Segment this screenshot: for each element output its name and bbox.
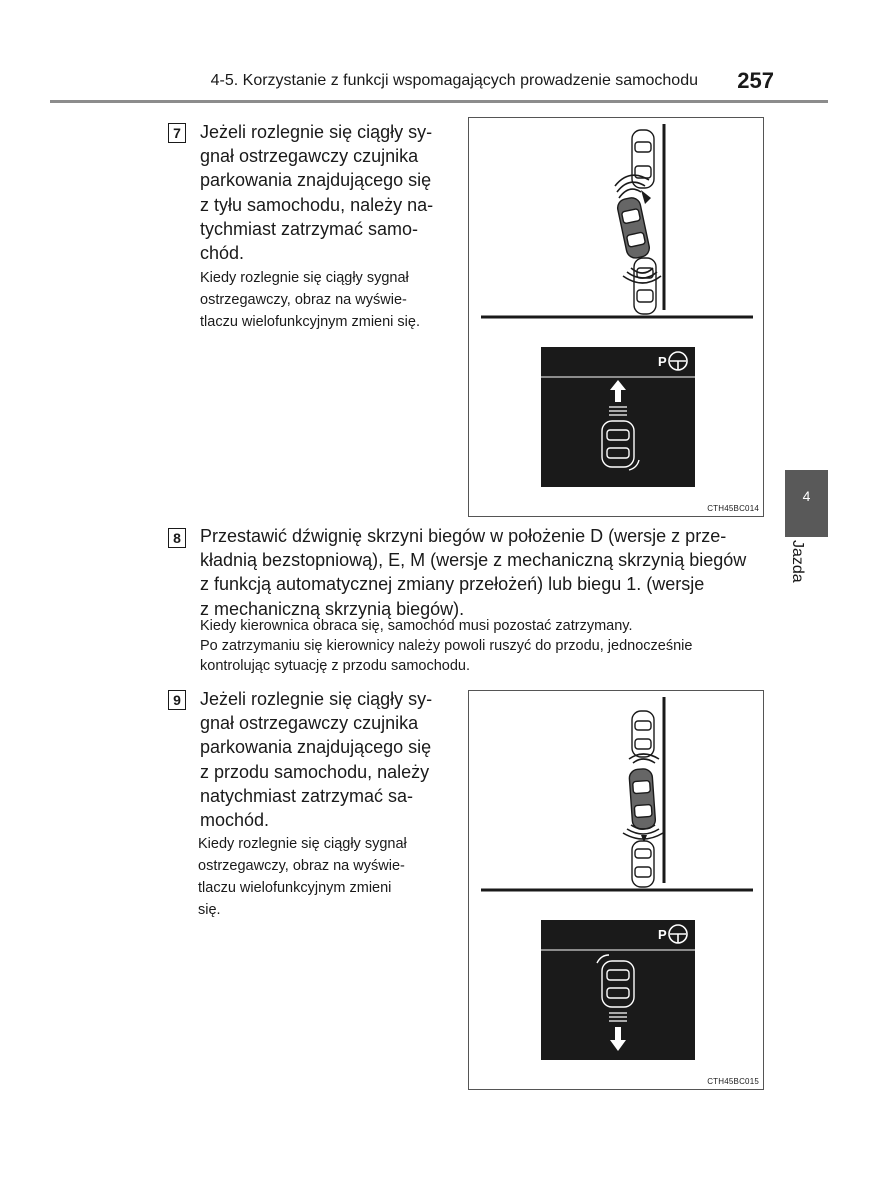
arrow-icon: [641, 190, 651, 204]
parking-illustration: [469, 118, 763, 516]
chapter-number: 4: [802, 488, 811, 504]
figure-front-warning: [468, 690, 764, 1090]
figure-rear-warning: [468, 117, 764, 517]
multi-info-display: [541, 347, 695, 487]
display-indicator: P: [658, 354, 667, 369]
step-7-number: 7: [168, 123, 186, 143]
text-line: parkowania znajdującego się: [200, 737, 432, 758]
figure-code: CTH45BC014: [707, 504, 759, 513]
text-line: natychmiast zatrzymać sa-: [200, 785, 414, 806]
header-divider: [50, 100, 828, 103]
figure-code: CTH45BC015: [707, 1077, 759, 1086]
text-line: parkowania znajdującego się: [200, 170, 432, 191]
section-title: 4-5. Korzystanie z funkcji wspomagających prowadzenie samochodu: [210, 72, 698, 89]
note-line: ostrzegawczy, obraz na wyświe-: [200, 292, 407, 308]
note-line: kontrolując sytuację z przodu samochodu.: [200, 658, 471, 674]
text-line: Przestawić dźwignię skrzyni biegów w położenie D (wersje z prze-: [200, 526, 727, 546]
multi-info-display: [541, 920, 695, 1060]
chapter-label: [786, 540, 826, 600]
text-line: gnał ostrzegawczy czujnika: [200, 146, 419, 167]
chapter-tab[interactable]: [785, 470, 828, 537]
step-9-text: [200, 687, 454, 832]
parking-illustration: [469, 691, 763, 1089]
own-car-icon: [616, 196, 651, 259]
text-line: chód.: [200, 243, 245, 264]
parked-car-rear-icon: [634, 258, 656, 314]
parked-car-rear-icon: [632, 841, 654, 887]
note-line: tlaczu wielofunkcyjnym zmieni: [198, 880, 392, 896]
step-9-number: 9: [168, 690, 186, 710]
note-line: Kiedy rozlegnie się ciągły sygnał: [200, 270, 409, 286]
text-line: z tyłu samochodu, należy na-: [200, 194, 434, 215]
text-line: Jeżeli rozlegnie się ciągły sy-: [200, 689, 433, 709]
text-line: tychmiast zatrzymać samo-: [200, 218, 419, 239]
text-line: Jeżeli rozlegnie się ciągły sy-: [200, 122, 433, 142]
page-number: 257: [737, 68, 774, 93]
own-car-icon: [629, 768, 656, 829]
text-line: z przodu samochodu, należy: [200, 761, 430, 782]
text-line: kładnią bezstopniową), E, M (wersje z mechaniczną skrzynią biegów: [200, 550, 747, 571]
step-7-note: [200, 267, 454, 333]
step-8-text: [200, 524, 764, 621]
step-9-note: [198, 833, 454, 921]
display-indicator: P: [658, 927, 667, 942]
note-line: ostrzegawczy, obraz na wyświe-: [198, 858, 405, 874]
note-line: się.: [198, 902, 221, 918]
text-line: mochód.: [200, 810, 270, 831]
parked-car-front-icon: [632, 130, 654, 188]
step-8-number: 8: [168, 528, 186, 548]
note-line: Kiedy rozlegnie się ciągły sygnał: [198, 836, 407, 852]
note-line: Kiedy kierownica obraca się, samochód musi pozostać zatrzymany.: [200, 618, 633, 634]
note-line: Po zatrzymaniu się kierownicy należy powoli ruszyć do przodu, jednocześnie: [200, 638, 693, 654]
chapter-label-text: Jazda: [789, 540, 806, 583]
text-line: z mechaniczną skrzynią biegów).: [200, 598, 465, 619]
parked-car-front-icon: [632, 711, 654, 757]
note-line: tlaczu wielofunkcyjnym zmieni się.: [200, 314, 420, 330]
step-7-text: [200, 120, 454, 265]
text-line: gnał ostrzegawczy czujnika: [200, 713, 419, 734]
step-8-note: [200, 616, 764, 676]
text-line: z funkcją automatycznej zmiany przełożeń) lub biegu 1. (wersje: [200, 574, 705, 595]
